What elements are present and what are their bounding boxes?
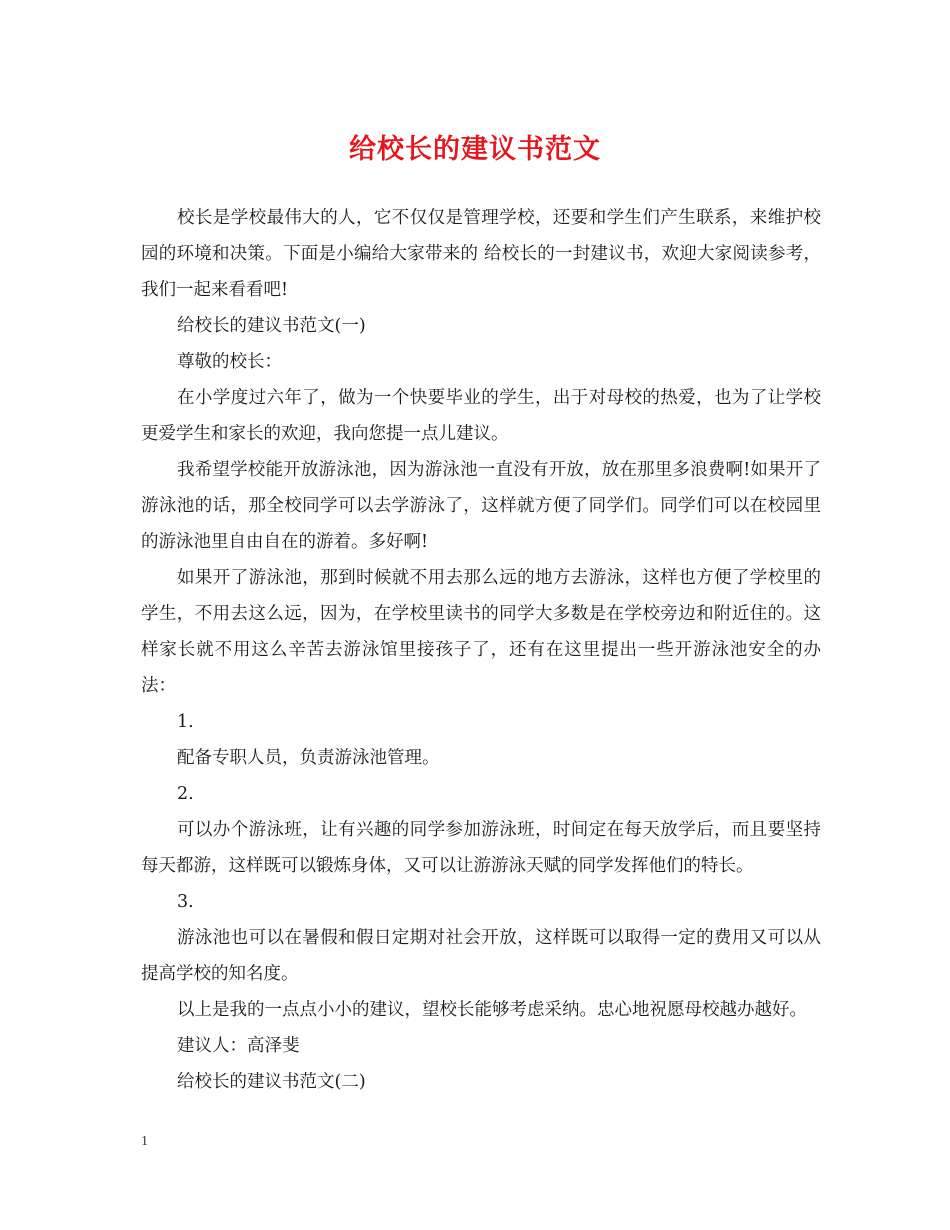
page-number: 1 [141,1134,148,1149]
list-number: 2. [177,784,194,804]
document-body [141,200,821,1100]
page-title: 给校长的建议书范文 [349,134,601,165]
paragraph: 我希望学校能开放游泳池，因为游泳池一直没有开放，放在那里多浪费啊!如果开了游泳池的话，那全校同学可以去学游泳了，这样就方便了同学们。同学们可以在校园里的游泳池里自由自在的游着。多好啊! [141,460,821,552]
list-number: 1. [177,712,194,732]
list-number: 3. [177,892,194,912]
list-item: 配备专职人员，负责游泳池管理。 [177,748,440,768]
signature: 建议人：高泽斐 [177,1036,300,1056]
paragraph-intro: 校长是学校最伟大的人，它不仅仅是管理学校，还要和学生们产生联系，来维护校园的环境和决策。下面是小编给大家带来的 给校长的一封建议书，欢迎大家阅读参考，我们一起来看看吧! [141,208,821,300]
paragraph: 如果开了游泳池，那到时候就不用去那么远的地方去游泳，这样也方便了学校里的学生，不用去这么远，因为，在学校里读书的同学大多数是在学校旁边和附近住的。这样家长就不用这么辛苦去游泳馆里接孩子了，还有在这里提出一些开游泳池安全的办法： [141,568,821,696]
salutation: 尊敬的校长： [177,352,282,372]
list-item: 可以办个游泳班，让有兴趣的同学参加游泳班，时间定在每天放学后，而且要坚持每天都游，这样既可以锻炼身体，又可以让游游泳天赋的同学发挥他们的特长。 [141,820,821,876]
list-item: 游泳池也可以在暑假和假日定期对社会开放，这样既可以取得一定的费用又可以从提高学校的知名度。 [141,928,821,984]
paragraph: 在小学度过六年了，做为一个快要毕业的学生，出于对母校的热爱，也为了让学校更爱学生和家长的欢迎，我向您提一点儿建议。 [141,388,821,444]
section-heading-2: 给校长的建议书范文(二) [177,1072,366,1092]
paragraph-closing: 以上是我的一点点小小的建议，望校长能够考虑采纳。忠心地祝愿母校越办越好。 [177,1000,807,1020]
section-heading-1: 给校长的建议书范文(一) [177,316,366,336]
